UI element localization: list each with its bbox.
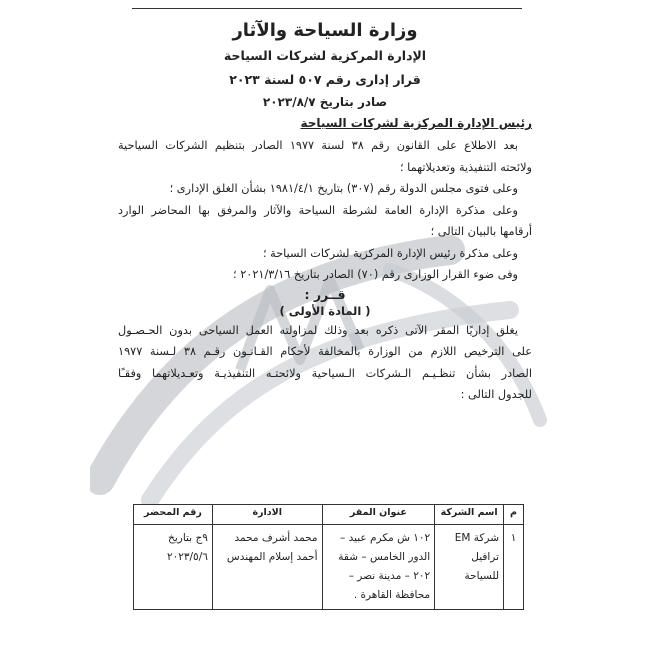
preamble-line: وفى ضوء القرار الوزارى رقم (٧٠) الصادر بتاريخ ٢٠٢١/٣/١٦ ؛ (233, 268, 518, 281)
authority-title: الإدارة المركزية لشركات السياحة (223, 48, 427, 63)
preamble-line: وعلى مذكرة رئيس الإدارة المركزية لشركات السياحة ؛ (262, 246, 518, 260)
preamble-line: وعلى مذكرة الإدارة العامة لشرطة السياحة والآثار والمرفق بها المحاضر الوارد (118, 203, 518, 217)
cell-address: ١٠٢ ش مكرم عبيد – الدور الخامس – شقة ٢٠٢ – مدينة نصر – محافظة القاهرة . (322, 525, 435, 610)
decree-title: قرار إدارى رقم ٥٠٧ لسنة ٢٠٢٣ (229, 72, 421, 87)
decided-heading: قــرر : (304, 286, 346, 302)
table-header-row (134, 505, 524, 525)
article-text-line: على الترخيص اللازم من الوزارة بالمخالفة لأحكام القـانـون رقـم ٣٨ لـسنة ١٩٧٧ (118, 345, 532, 358)
article-text-line: الصادر بشأن تنظـيـم الـشركات الـسياحية ولائحتـه التنفيذيـة وتعـديلاتهما وفقـًا (118, 366, 532, 380)
preamble-line: وعلى فتوى مجلس الدولة رقم (٣٠٧) بتاريخ ١٩٨١/٤/١ بشأن الغلق الإدارى ؛ (169, 182, 518, 195)
cell-company: شركة EM ترافيل للسياحة (435, 525, 504, 610)
preamble-line: بعد الاطلاع على القانون رقم ٣٨ لسنة ١٩٧٧ الصادر بتنظيم الشركات السياحية (118, 139, 518, 152)
table-row (134, 525, 524, 610)
preamble-line: أرقامها بالبيان التالى ؛ (430, 225, 532, 238)
article-heading: ( المادة الأولى ) (279, 303, 371, 318)
col-header-record: رقم المحضر (134, 505, 213, 525)
col-header-management: الادارة (212, 505, 322, 525)
closure-table (133, 504, 524, 610)
ministry-title: وزارة السياحة والآثار (232, 20, 418, 41)
col-header-no: م (504, 505, 524, 525)
issue-date: صادر بتاريخ ٢٠٢٣/٨/٧ (262, 95, 388, 109)
issuer-heading: رئيس الإدارة المركزية لشركات السياحة (300, 116, 532, 130)
cell-record: ٩ج بتاريخ ٢٠٢٣/٥/٦ (134, 525, 213, 610)
article-text-line: يغلق إداريًا المقر الآتى ذكره بعد وذلك لمزاولته العمل السياحى بدون الحـصـول (118, 323, 518, 337)
col-header-company: اسم الشركة (435, 505, 504, 525)
header-rule (132, 8, 522, 9)
col-header-address: عنوان المقر (322, 505, 435, 525)
article-text-line: للجدول التالى : (460, 388, 532, 401)
cell-management: محمد أشرف محمد أحمد إسلام المهندس (212, 525, 322, 610)
preamble-line: ولائحته التنفيذية وتعديلاتهما ؛ (399, 160, 532, 174)
cell-no: ١ (504, 525, 524, 610)
